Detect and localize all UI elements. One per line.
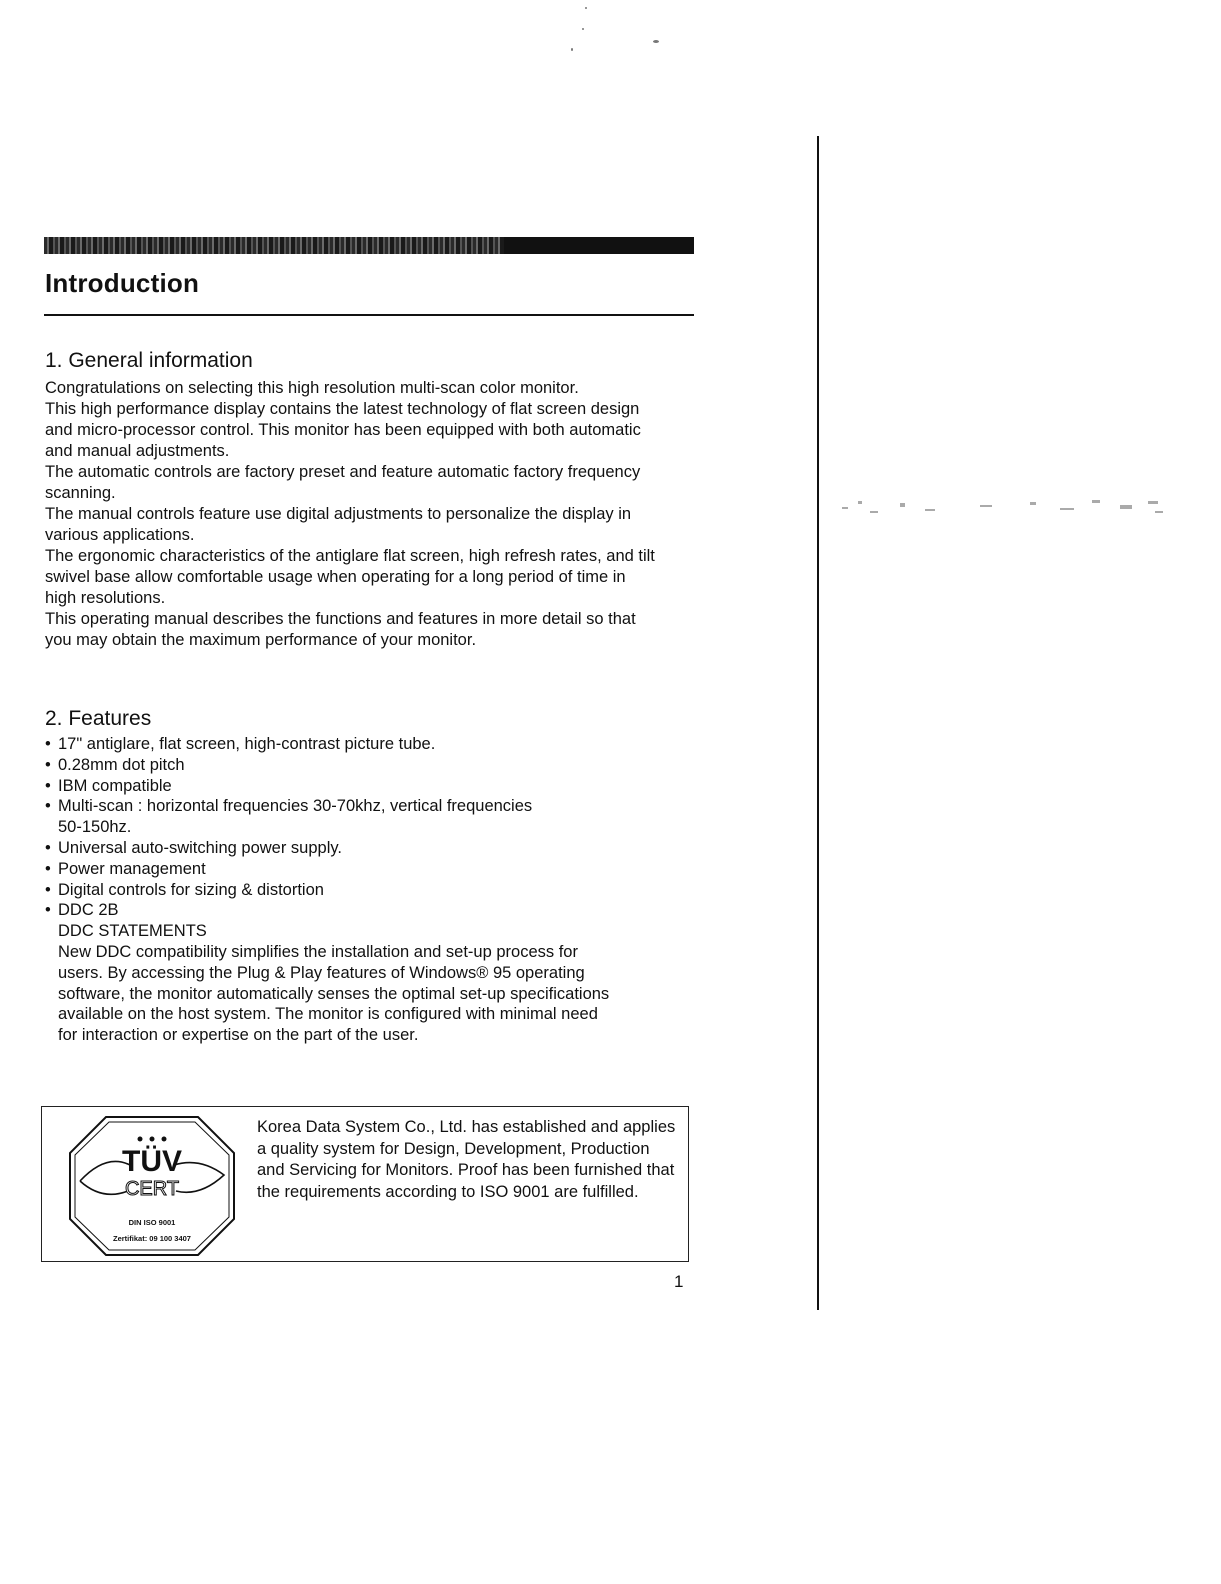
- binding-margin-rule: [817, 136, 819, 1310]
- tuv-brand-text: TÜV: [122, 1145, 182, 1178]
- iso-certification-box: [41, 1106, 689, 1262]
- feature-item: • Multi-scan : horizontal frequencies 30-70khz, vertical frequencies 50-150hz.: [45, 797, 533, 837]
- scan-speck: [582, 28, 584, 30]
- general-paragraph: This high performance display contains the latest technology of flat screen design and micro-processor control. This monitor has been equipped with both automatic and manual adjustments.: [45, 400, 641, 460]
- title-divider: [44, 314, 694, 316]
- ddc-statements-title: DDC STATEMENTS: [58, 922, 207, 941]
- feature-item: • Power management: [45, 859, 206, 878]
- cert-text: CERT: [124, 1178, 180, 1200]
- scan-speck: [571, 48, 573, 51]
- certification-statement: Korea Data System Co., Ltd. has established and applies a quality system for Design, Development, Production and Servicing for Monitors. Proof has been furnished that the requirements according to ISO 9001 are fulfilled.: [257, 1118, 676, 1201]
- tuv-cert-logo: [66, 1113, 238, 1259]
- scan-speck: [653, 40, 659, 43]
- feature-item: • Digital controls for sizing & distortion: [45, 880, 324, 899]
- ddc-statements-text: New DDC compatibility simplifies the installation and set-up process for users. By accessing the Plug & Play features of Windows® 95 operating software, the monitor automatically senses the optimal set-up specifications available on the host system. The monitor is configured with minimal need for interaction or expertise on the part of the user.: [58, 942, 610, 1045]
- scan-noise: [830, 493, 1170, 543]
- feature-item: • DDC 2B DDC STATEMENTS New DDC compatibility simplifies the installation and set-up process for users. By accessing the Plug & Play features of Windows® 95 operating software, the monitor automatically senses the optimal set-up specifications available on the host system. The monitor is configured with minimal need for interaction or expertise on the part of the user.: [45, 900, 665, 1046]
- general-paragraph: The manual controls feature use digital adjustments to personalize the display in various applications.: [45, 505, 632, 544]
- features-heading: 2. Features: [45, 707, 152, 730]
- feature-item: • Universal auto-switching power supply.: [45, 838, 342, 857]
- feature-item: • 0.28mm dot pitch: [45, 755, 185, 774]
- general-info-body: [45, 378, 655, 651]
- general-info-heading: 1. General information: [45, 349, 253, 372]
- feature-item: • 17" antiglare, flat screen, high-contrast picture tube.: [45, 735, 436, 753]
- general-paragraph: The ergonomic characteristics of the antiglare flat screen, high refresh rates, and tilt swivel base allow comfortable usage when operating for a long period of time in high resolutions.: [45, 547, 655, 607]
- general-paragraph: Congratulations on selecting this high resolution multi-scan color monitor.: [45, 379, 579, 397]
- section-header-bar: [44, 237, 694, 254]
- certificate-number-text: Zertifikat: 09 100 3407: [113, 1234, 191, 1243]
- page-title: Introduction: [45, 268, 200, 298]
- features-list: [45, 734, 665, 1046]
- page-number: 1: [674, 1272, 684, 1291]
- scan-speck: [585, 7, 587, 9]
- general-paragraph: The automatic controls are factory preset and feature automatic factory frequency scanning.: [45, 463, 641, 502]
- feature-item: • IBM compatible: [45, 776, 172, 795]
- general-paragraph: This operating manual describes the functions and features in more detail so that you may obtain the maximum performance of your monitor.: [45, 610, 636, 649]
- din-iso-text: DIN ISO 9001: [128, 1218, 176, 1227]
